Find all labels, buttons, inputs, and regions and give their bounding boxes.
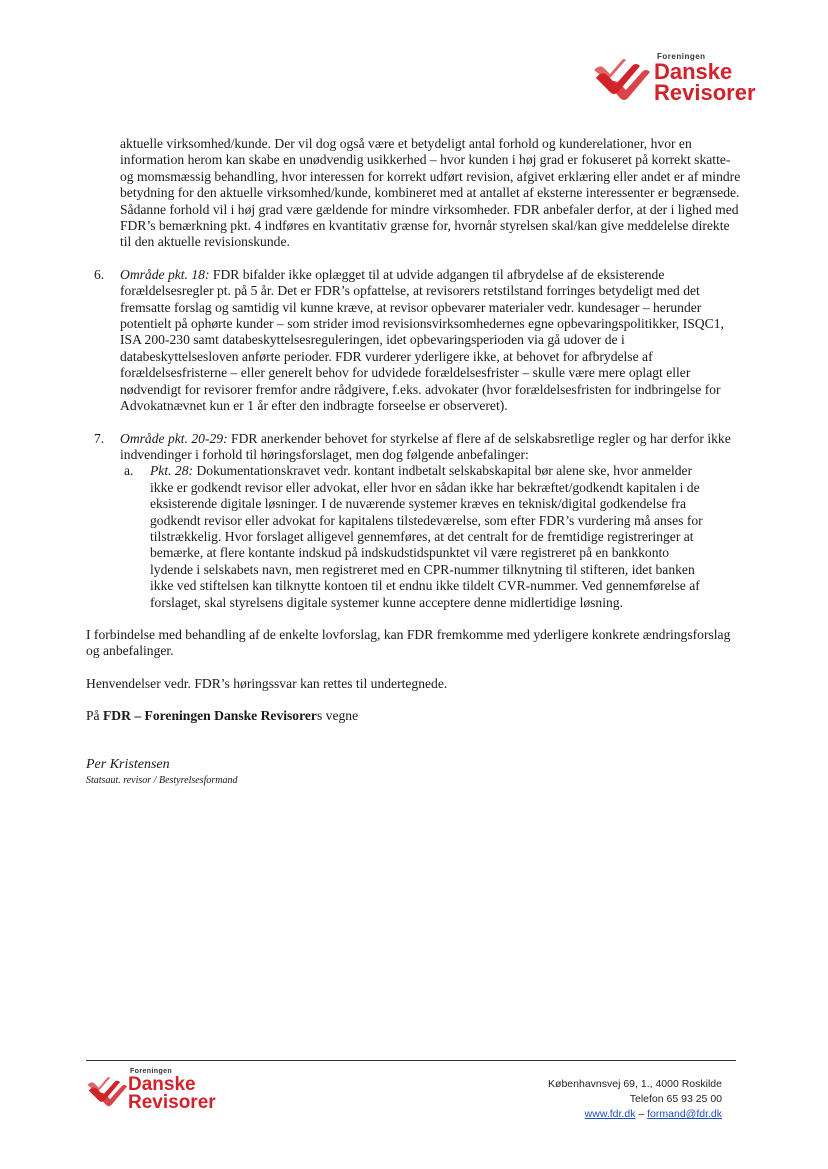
closing-paragraph-1: I forbindelse med behandling af de enkelte lovforslag, kan FDR fremkomme med yderligere konkrete ændringsforslag og anbefalinger. <box>86 626 731 659</box>
sub-item-label: Pkt. 28: <box>150 463 194 479</box>
closing-paragraph-2: Henvendelser vedr. FDR’s høringssvar kan rettes til undertegnede. <box>86 675 448 691</box>
sub-item-number: a. <box>124 463 134 479</box>
behalf-prefix: På <box>86 708 103 724</box>
footer-links <box>548 1107 722 1122</box>
fdr-logo-header <box>592 52 772 107</box>
footer-phone: Telefon 65 93 25 00 <box>629 1093 722 1105</box>
signer-title: Statsaut. revisor / Bestyrelsesformand <box>86 775 238 786</box>
item-label: Område pkt. 20-29: <box>120 430 228 446</box>
footer-contact <box>548 1077 722 1122</box>
item-number: 7. <box>94 430 105 446</box>
item-text: FDR anerkender behovet for styrkelse af flere af de selskabsretlige regler og har derfor ikke indvendinger i forhold til høringsforslaget, men dog følgende anbefalinger: <box>120 430 731 462</box>
sub-item-a <box>124 463 708 611</box>
signer-name: Per Kristensen <box>86 756 170 772</box>
checkmark-logo-icon <box>592 58 654 102</box>
continued-paragraph: aktuelle virksomhed/kunde. Der vil dog også være et betydeligt antal forhold og kunderelationer, hvor en information herom kan skabe en unødvendig usikkerhed – hvor kunden i høj grad er fokuseret på korrekt skatte- og momsmæssig behandling, hvor interessen for korrekt udført revision, afgivet erklæring eller andet er af mindre betydning for den aktuelle virksomhed/kunde, kombineret med at antallet af eksterne interessenter er begrænsede. Sådanne forhold vil i høj grad være gældende for mindre virksomheder. FDR anbefaler derfor, at der i lighed med FDR’s bemærkning pkt. 4 indføres en kvantitativ grænse for, hvornår styrelsen skal/kan give meddelelse direkte til den aktuelle revisionskunde. <box>120 136 741 250</box>
logo-line2: Revisorer <box>128 1092 216 1113</box>
footer-address-line: Københavnsvej 69, 1., 4000 Roskilde <box>548 1078 722 1090</box>
item-label: Område pkt. 18: <box>120 266 210 282</box>
fdr-logo-footer <box>86 1068 236 1116</box>
logo-line1: Danske <box>654 59 733 84</box>
letter-body <box>86 136 742 789</box>
link-separator: – <box>635 1108 648 1120</box>
email-link[interactable]: formand@fdr.dk <box>647 1108 722 1120</box>
checkmark-logo-icon <box>86 1074 130 1110</box>
sub-item-text: Dokumentationskravet vedr. kontant indbetalt selskabskapital bør alene ske, hvor anmelder ikke er godkendt revisor eller advokat, eller hvor en sådan ikke har bekræftet/godkendt kapitalen i de eksisterende digitale løsninger. I de nuværende systemer kræves en teknisk/digital godkendelse fra godkendt revisor eller advokat for kapitalens tilstedeværelse, som efter FDR’s vurdering må anses for tilstrækkelig. Hvor forslaget alligevel gennemføres, at det centralt for de fremtidige registreringer at bemærke, at flere kontante indskud på indskudstidspunktet vil være registreret på en bankkonto lydende i selskabets navn, men registreret med en CPR-nummer tilknytning til stifteren, idet banken ikke ved stiftelsen kan tilknytte kontoen til et endnu ikke tildelt CVR-nummer. Ved gennemførelse af forslaget, skal styrelsens digitale systemer kunne acceptere denne midlertidige løsning. <box>150 463 703 610</box>
item-text: FDR bifalder ikke oplægget til at udvide adgangen til afbrydelse af de eksisterende forældelsesregler pt. på 5 år. Det er FDR’s opfattelse, at revisorers retstilstand forringes betydeligt med det fremsatte forslag og samtidig vil kunne kræve, at revisor opbevarer materialer vedr. kundesager – herunder potentielt på ophørte kunder – som strider imod revisionsvirksomhedernes egne opbevaringspolitikker, ISQC1, ISA 200-230 samt databeskyttelsesreguleringen, idet opbevaringsperioden via gå udover de i databeskyttelsesloven anførte perioder. FDR vurderer yderligere ikke, at behovet for afbrydelse af forældelsesfristerne – eller generelt behov for udvidede forældelsesfrister – skulle være mere oplagt eller nødvendigt for revisorer fremfor andre rådgivere, f.eks. advokater (hvor forældelsesfristen for indbringelse for Advokatnævnet kun er 1 år efter den indbragte forseelse er observeret). <box>120 266 724 414</box>
footer-divider <box>86 1060 736 1061</box>
website-link[interactable]: www.fdr.dk <box>584 1108 636 1120</box>
logo-line2: Revisorer <box>654 80 756 105</box>
logo-small-text: Foreningen <box>657 52 706 61</box>
logo-line1: Danske <box>128 1074 196 1095</box>
behalf-organization: FDR – Foreningen Danske Revisorer <box>103 708 317 724</box>
list-item-7 <box>94 430 742 464</box>
behalf-suffix: s vegne <box>316 708 359 724</box>
logo-small-text: Foreningen <box>130 1068 173 1075</box>
on-behalf-line <box>86 708 742 724</box>
list-item-6 <box>94 266 742 415</box>
item-number: 6. <box>94 266 105 282</box>
